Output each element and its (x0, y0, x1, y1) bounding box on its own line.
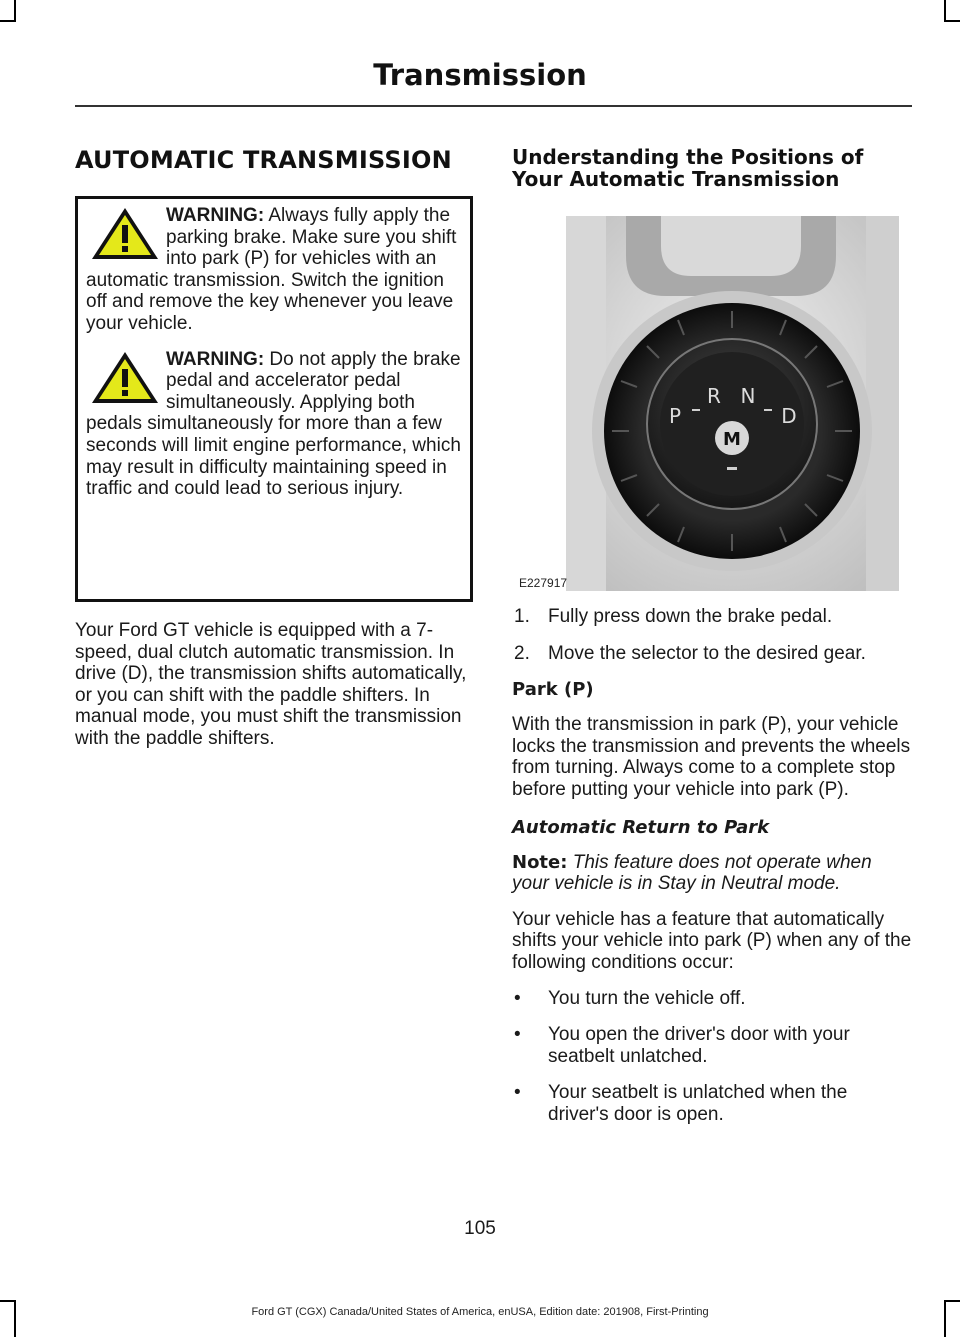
gear-selector-image (566, 216, 899, 591)
page-number: 105 (464, 1218, 496, 1239)
crop-mark (944, 1300, 960, 1302)
warning-2 (86, 349, 462, 500)
bullet: • (514, 987, 521, 1009)
bullet: • (514, 1082, 521, 1104)
footer-text: Ford GT (CGX) Canada/United States of America, enUSA, Edition date: 201908, First-Printing (251, 1306, 709, 1318)
note-label: Note: (512, 851, 568, 873)
warning-text: Do not apply the brake pedal and accelerator pedal simultaneously. Applying both pedals simultaneously for more than a few seconds will limit engine performance, which may result in difficulty maintaining speed in traffic and could lead to serious injury. (86, 348, 461, 500)
list-item (512, 606, 912, 628)
park-heading: Park (P) (512, 679, 594, 701)
auto-return-heading: Automatic Return to Park (512, 816, 770, 838)
dial-letter-p: P (668, 404, 682, 428)
steps-list (512, 606, 912, 664)
note-text: This feature does not operate when your vehicle is in Stay in Neutral mode. (512, 851, 872, 895)
step-number: 2. (514, 642, 530, 664)
note (512, 852, 912, 895)
warning-triangle-icon (90, 349, 160, 405)
figure-code: E227917 (519, 576, 568, 590)
dial-letter-r: R (707, 384, 721, 408)
crop-mark (944, 20, 960, 22)
left-column (75, 146, 475, 750)
crop-mark (0, 20, 16, 22)
warning-box (75, 196, 473, 602)
gear-dial-illustration (566, 216, 899, 591)
dial-letter-n: N (740, 384, 756, 408)
crop-mark (14, 0, 16, 22)
bullet: • (514, 1024, 521, 1046)
gear-selector-figure (512, 190, 900, 590)
warning-1 (86, 199, 462, 335)
crop-mark (0, 1300, 16, 1302)
dial-letter-m: M (723, 429, 741, 450)
list-item (512, 1024, 912, 1067)
bullet-text: Your seatbelt is unlatched when the driver's door is open. (548, 1082, 848, 1125)
park-paragraph: With the transmission in park (P), your vehicle locks the transmission and prevents the wheels from turning. Always come to a complete stop before putting your vehicle into park (P). (512, 714, 911, 800)
subsection-title: Understanding the Positions of Your Automatic Transmission (512, 145, 864, 191)
list-item (512, 988, 912, 1010)
bullet-text: You turn the vehicle off. (548, 987, 746, 1009)
warning-label: WARNING: (166, 348, 265, 370)
dial-letter-d: D (781, 404, 797, 428)
crop-mark (944, 0, 946, 22)
right-column (512, 146, 912, 1141)
conditions-list (512, 988, 912, 1126)
warning-triangle-icon (90, 205, 160, 261)
header-divider (75, 105, 912, 107)
list-item (512, 1082, 912, 1125)
list-item (512, 643, 912, 665)
step-number: 1. (514, 606, 530, 627)
section-title: AUTOMATIC TRANSMISSION (75, 146, 452, 174)
step-text: Move the selector to the desired gear. (548, 642, 866, 664)
bullet-text: You open the driver's door with your seatbelt unlatched. (548, 1024, 850, 1067)
warning-text: Always fully apply the parking brake. Make sure you shift into park (P) for vehicles with an automatic transmission. Switch the ignition off and remove the key whenever you leave your vehicle. (86, 205, 457, 334)
intro-paragraph: Your Ford GT vehicle is equipped with a 7-speed, dual clutch automatic transmission. In drive (D), the transmission shifts automatically, or you can shift with the paddle shifters. In manual mode, you must shift the transmission with the paddle shifters. (75, 620, 467, 749)
feature-paragraph: Your vehicle has a feature that automatically shifts your vehicle into park (P) when any of the following conditions occur: (512, 908, 912, 973)
page-title: Transmission (373, 58, 587, 92)
step-text: Fully press down the brake pedal. (548, 606, 833, 627)
warning-label: WARNING: (166, 205, 265, 226)
